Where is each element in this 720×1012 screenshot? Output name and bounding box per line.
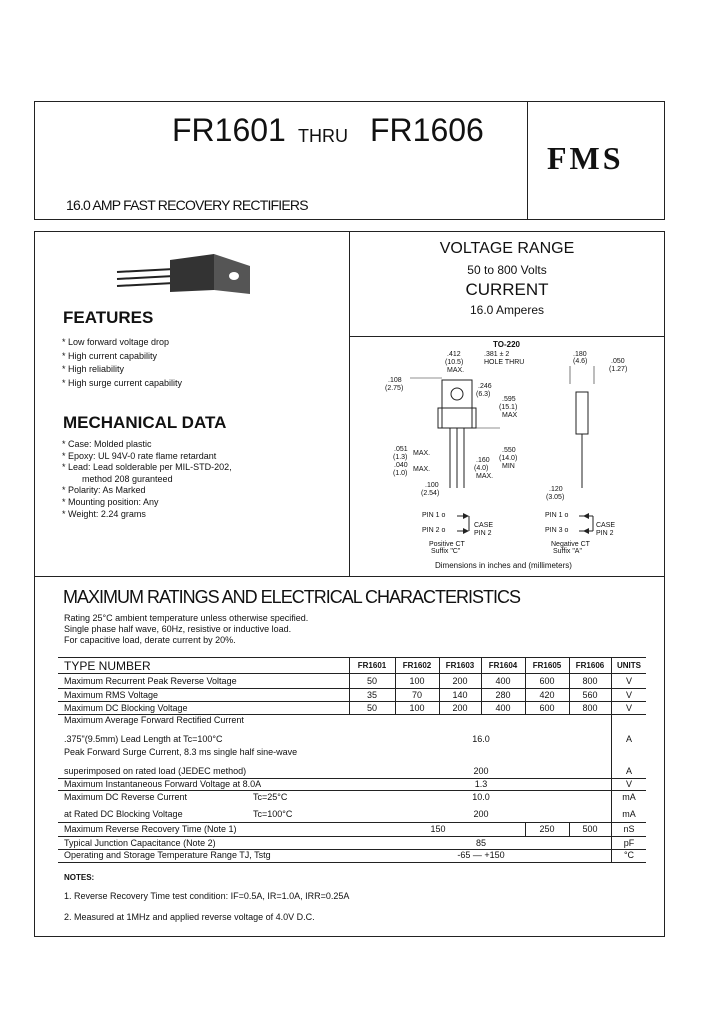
mechanical-item: method 208 guranteed [82, 473, 173, 484]
column-header: FR1604 [488, 661, 518, 670]
dim-label: MIN [502, 463, 515, 470]
cell-value: 140 [452, 690, 468, 700]
column-header: FR1606 [575, 661, 605, 670]
cell-value: 10.0 [472, 792, 490, 802]
row-condition: Tc=25°C [253, 792, 288, 802]
cell-value: 200 [473, 809, 489, 819]
cell-value: 50 [366, 676, 378, 686]
note-item: 2. Measured at 1MHz and applied reverse voltage of 4.0V D.C. [64, 912, 315, 922]
negative-ct-suffix: Suffix "A" [553, 548, 582, 555]
cell-value: 200 [452, 703, 468, 713]
row-label: Maximum RMS Voltage [64, 690, 159, 700]
mechanical-item: * Case: Molded plastic [62, 439, 152, 449]
cell-unit: V [625, 779, 633, 789]
column-header: FR1602 [402, 661, 432, 670]
positive-ct-suffix: Suffix "C" [431, 548, 461, 555]
row-label: Typical Junction Capacitance (Note 2) [64, 838, 216, 848]
mechanical-item: * Lead: Lead solderable per MIL-STD-202, [62, 462, 232, 473]
row-label: Maximum Instantaneous Forward Voltage at 8.0A [64, 779, 262, 789]
row-label: Maximum DC Blocking Voltage [64, 703, 188, 713]
cell-value: 85 [475, 838, 487, 848]
table-rule [58, 822, 646, 823]
row-label: Maximum Average Forward Rectified Current [64, 715, 244, 725]
diode-symbol-positive [455, 510, 477, 538]
row-label: Maximum DC Reverse Current [64, 792, 188, 802]
dim-label: (1.27) [609, 366, 628, 373]
dim-label: (4.6) [573, 358, 588, 365]
cell-value: 200 [473, 766, 489, 776]
cell-value: 600 [539, 676, 555, 686]
dimensions-note: Dimensions in inches and (millimeters) [435, 561, 572, 570]
row-label: Peak Forward Surge Current, 8.3 ms single half sine-wave [64, 747, 298, 757]
cell-value: 50 [366, 703, 378, 713]
row-label: at Rated DC Blocking Voltage [64, 809, 183, 819]
cell-unit: A [625, 766, 633, 776]
dim-label: (14.0) [499, 455, 518, 462]
cell-value: 16.0 [472, 734, 490, 744]
feature-item: * High current capability [62, 350, 158, 361]
row-label: Maximum Recurrent Peak Reverse Voltage [64, 676, 237, 686]
table-rule [58, 701, 646, 702]
dim-label: .381 ± 2 [484, 351, 510, 358]
dim-label: (10.5) [445, 359, 464, 366]
units-header: UNITS [617, 661, 641, 670]
dim-label: (2.75) [385, 385, 404, 392]
ratings-note: Rating 25°C ambient temperature unless otherwise specified. [64, 613, 309, 623]
dim-label: .100 [425, 482, 439, 489]
cell-value: 200 [452, 676, 468, 686]
cell-value: 600 [539, 703, 555, 713]
type-number-header: TYPE NUMBER [64, 659, 151, 673]
note-item: 1. Reverse Recovery Time test condition: IF=0.5A, IR=1.0A, IRR=0.25A [64, 891, 350, 901]
table-col-rule [569, 657, 570, 714]
dim-label: .550 [502, 447, 516, 454]
dim-label: (15.1) [499, 404, 518, 411]
cell-value: 800 [582, 703, 598, 713]
voltage-range-value: 50 to 800 Volts [467, 263, 547, 277]
pin-label: PIN 1 o [422, 512, 446, 519]
table-col-rule [525, 657, 526, 714]
table-col-rule [481, 657, 482, 714]
mechanical-title: MECHANICAL DATA [63, 413, 227, 432]
column-header: FR1605 [532, 661, 562, 670]
row-label: .375"(9.5mm) Lead Length at Tc=100°C [64, 734, 223, 744]
dim-label: (6.3) [476, 391, 491, 398]
dim-label: (1.3) [393, 454, 408, 461]
component-icon [114, 252, 254, 302]
table-rule [58, 673, 646, 674]
cell-unit: V [625, 676, 633, 686]
notes-title: NOTES: [64, 873, 95, 882]
part-start: FR1601 [172, 112, 286, 148]
cell-value: 560 [582, 690, 598, 700]
cell-value: 250 [539, 824, 555, 834]
cell-value: 100 [409, 676, 425, 686]
cell-value: 400 [495, 703, 511, 713]
table-rule [58, 657, 646, 658]
mechanical-list [62, 439, 232, 520]
dim-label: .051 [394, 446, 408, 453]
feature-item: * Low forward voltage drop [62, 337, 170, 347]
table-col-rule [569, 822, 570, 836]
spec-divider [349, 336, 665, 337]
negative-ct-label: Negative CT [551, 541, 590, 548]
cell-unit: nS [623, 824, 635, 834]
cell-unit: V [625, 690, 633, 700]
ratings-note: Single phase half wave, 60Hz, resistive or inductive load. [64, 624, 292, 634]
ratings-note: For capacitive load, derate current by 20%. [64, 635, 236, 645]
cell-value: -65 — +150 [457, 850, 505, 860]
row-label: Maximum Reverse Recovery Time (Note 1) [64, 824, 237, 834]
table-col-rule [525, 822, 526, 836]
cell-value: 1.3 [474, 779, 488, 789]
table-col-rule [395, 657, 396, 714]
dim-label: .595 [502, 396, 516, 403]
dim-label: MAX. [413, 466, 431, 473]
voltage-range-title: VOLTAGE RANGE [439, 240, 575, 257]
dim-label: (2.54) [421, 490, 440, 497]
cell-value: 420 [539, 690, 555, 700]
dim-label: HOLE THRU [484, 359, 525, 366]
dim-label: .160 [476, 457, 490, 464]
cell-value: 800 [582, 676, 598, 686]
row-label: superimposed on rated load (JEDEC method) [64, 766, 247, 776]
dim-label: (4.0) [474, 465, 489, 472]
mechanical-item: * Mounting position: Any [62, 496, 159, 507]
feature-item: * High reliability [62, 364, 125, 375]
dim-label: .120 [549, 486, 563, 493]
cell-value: 100 [409, 703, 425, 713]
cell-value: 70 [411, 690, 423, 700]
pin-label: PIN 2 [596, 530, 614, 537]
ratings-title: MAXIMUM RATINGS AND ELECTRICAL CHARACTERISTICS [63, 587, 521, 607]
diode-symbol-negative [577, 510, 599, 538]
row-condition: Tc=100°C [253, 809, 293, 819]
column-header: FR1603 [445, 661, 475, 670]
cell-value: 400 [495, 676, 511, 686]
current-title: CURRENT [465, 280, 549, 299]
thru-label: THRU [298, 126, 348, 146]
ratings-notes [64, 613, 308, 646]
dim-label: .108 [388, 377, 402, 384]
table-col-rule [439, 657, 440, 714]
fms-logo: FMS [547, 140, 624, 176]
package-title: TO-220 [493, 340, 520, 349]
dim-label: MAX. [413, 450, 431, 457]
cell-value: 150 [430, 824, 446, 834]
cell-unit: A [625, 734, 633, 744]
table-rule [58, 688, 646, 689]
header-divider [527, 101, 528, 220]
pin-label: CASE [474, 522, 494, 529]
pin-label: PIN 2 [474, 530, 492, 537]
subtitle: 16.0 AMP FAST RECOVERY RECTIFIERS [66, 197, 308, 213]
part-end: FR1606 [370, 112, 484, 148]
features-list [62, 336, 182, 390]
dim-label: .040 [394, 462, 408, 469]
dim-label: (3.05) [546, 494, 565, 501]
table-col-rule [349, 657, 350, 714]
cell-unit: pF [623, 838, 635, 848]
cell-value: 35 [366, 690, 378, 700]
current-value: 16.0 Amperes [469, 303, 545, 317]
pin-label: PIN 2 o [422, 527, 446, 534]
feature-item: * High surge current capability [62, 377, 183, 388]
cell-unit: mA [622, 792, 636, 802]
table-col-rule [611, 657, 612, 862]
dim-label: MAX. [476, 473, 494, 480]
mechanical-item: * Epoxy: UL 94V-0 rate flame retardant [62, 450, 217, 461]
dim-label: MAX [502, 412, 518, 419]
mechanical-item: * Weight: 2.24 grams [62, 508, 146, 519]
positive-ct-label: Positive CT [429, 541, 465, 548]
cell-unit: mA [622, 809, 636, 819]
table-rule [58, 836, 646, 837]
cell-value: 280 [495, 690, 511, 700]
package-outline-drawing [380, 348, 620, 513]
cell-value: 500 [582, 824, 598, 834]
dim-label: .246 [478, 383, 492, 390]
pin-label: CASE [596, 522, 616, 529]
row-label: Operating and Storage Temperature Range TJ, Tstg [64, 850, 271, 860]
cell-unit: °C [623, 850, 635, 860]
cell-unit: V [625, 703, 633, 713]
dim-label: .412 [447, 351, 461, 358]
pin-label: PIN 3 o [545, 527, 569, 534]
column-header: FR1601 [357, 661, 387, 670]
dim-label: .180 [573, 351, 587, 358]
table-rule [58, 790, 646, 791]
pin-label: PIN 1 o [545, 512, 569, 519]
section-divider [34, 576, 665, 577]
dim-label: (1.0) [393, 470, 408, 477]
features-title: FEATURES [63, 308, 154, 327]
dim-label: .050 [611, 358, 625, 365]
mechanical-item: * Polarity: As Marked [62, 485, 146, 496]
dim-label: MAX. [447, 367, 465, 374]
table-rule [58, 862, 646, 863]
main-vertical-divider [349, 231, 350, 576]
